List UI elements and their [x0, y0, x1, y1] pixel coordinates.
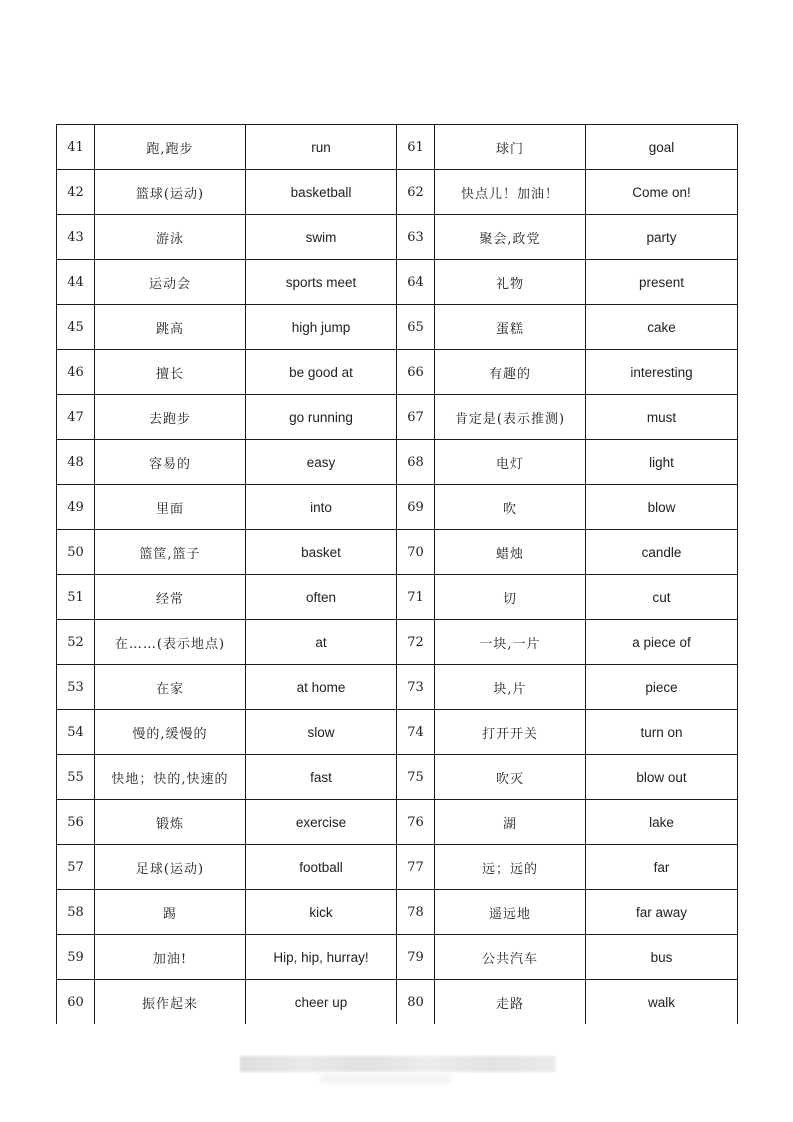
chinese-meaning-right: 快点儿！加油！ — [435, 170, 586, 215]
row-number-right: 74 — [397, 710, 435, 755]
chinese-meaning-right: 蜡烛 — [435, 530, 586, 575]
row-number-left: 55 — [57, 755, 95, 800]
row-number-left: 57 — [57, 845, 95, 890]
english-word-right: interesting — [586, 350, 738, 395]
chinese-meaning-right: 球门 — [435, 125, 586, 170]
chinese-meaning-left: 游泳 — [95, 215, 246, 260]
row-number-left: 60 — [57, 980, 95, 1025]
row-number-left: 58 — [57, 890, 95, 935]
chinese-meaning-right: 走路 — [435, 980, 586, 1025]
chinese-meaning-left: 容易的 — [95, 440, 246, 485]
chinese-meaning-right: 遥远地 — [435, 890, 586, 935]
row-number-left: 42 — [57, 170, 95, 215]
english-word-left: basket — [246, 530, 397, 575]
row-number-right: 78 — [397, 890, 435, 935]
row-number-right: 65 — [397, 305, 435, 350]
chinese-meaning-left: 跑,跑步 — [95, 125, 246, 170]
row-number-left: 41 — [57, 125, 95, 170]
chinese-meaning-right: 电灯 — [435, 440, 586, 485]
english-word-right: party — [586, 215, 738, 260]
english-word-left: exercise — [246, 800, 397, 845]
row-number-right: 68 — [397, 440, 435, 485]
chinese-meaning-left: 足球(运动) — [95, 845, 246, 890]
english-word-right: blow — [586, 485, 738, 530]
english-word-right: light — [586, 440, 738, 485]
row-number-right: 72 — [397, 620, 435, 665]
row-number-left: 52 — [57, 620, 95, 665]
row-number-right: 69 — [397, 485, 435, 530]
chinese-meaning-right: 肯定是(表示推测) — [435, 395, 586, 440]
english-word-right: turn on — [586, 710, 738, 755]
table-row — [57, 980, 738, 1025]
english-word-left: at — [246, 620, 397, 665]
english-word-right: present — [586, 260, 738, 305]
english-word-left: easy — [246, 440, 397, 485]
english-word-left: sports meet — [246, 260, 397, 305]
english-word-left: run — [246, 125, 397, 170]
english-word-left: swim — [246, 215, 397, 260]
chinese-meaning-right: 礼物 — [435, 260, 586, 305]
chinese-meaning-right: 有趣的 — [435, 350, 586, 395]
table-row — [57, 215, 738, 260]
english-word-left: Hip, hip, hurray! — [246, 935, 397, 980]
chinese-meaning-left: 慢的,缓慢的 — [95, 710, 246, 755]
english-word-left: slow — [246, 710, 397, 755]
row-number-left: 48 — [57, 440, 95, 485]
english-word-left: go running — [246, 395, 397, 440]
row-number-left: 59 — [57, 935, 95, 980]
chinese-meaning-right: 打开开关 — [435, 710, 586, 755]
english-word-left: into — [246, 485, 397, 530]
table-row — [57, 890, 738, 935]
row-number-right: 75 — [397, 755, 435, 800]
row-number-right: 76 — [397, 800, 435, 845]
row-number-left: 44 — [57, 260, 95, 305]
english-word-right: cake — [586, 305, 738, 350]
row-number-left: 45 — [57, 305, 95, 350]
chinese-meaning-left: 里面 — [95, 485, 246, 530]
row-number-right: 62 — [397, 170, 435, 215]
chinese-meaning-left: 篮筐,篮子 — [95, 530, 246, 575]
english-word-left: cheer up — [246, 980, 397, 1025]
chinese-meaning-right: 一块,一片 — [435, 620, 586, 665]
chinese-meaning-left: 擅长 — [95, 350, 246, 395]
english-word-left: at home — [246, 665, 397, 710]
chinese-meaning-right: 公共汽车 — [435, 935, 586, 980]
table-row — [57, 260, 738, 305]
table-row — [57, 440, 738, 485]
chinese-meaning-left: 运动会 — [95, 260, 246, 305]
english-word-right: far — [586, 845, 738, 890]
table-row — [57, 665, 738, 710]
row-number-left: 54 — [57, 710, 95, 755]
chinese-meaning-right: 湖 — [435, 800, 586, 845]
english-word-left: kick — [246, 890, 397, 935]
english-word-right: bus — [586, 935, 738, 980]
chinese-meaning-left: 在……(表示地点) — [95, 620, 246, 665]
chinese-meaning-right: 吹 — [435, 485, 586, 530]
table-row — [57, 755, 738, 800]
table-row — [57, 170, 738, 215]
row-number-right: 67 — [397, 395, 435, 440]
english-word-left: be good at — [246, 350, 397, 395]
vocabulary-table-body — [57, 125, 738, 1025]
english-word-left: high jump — [246, 305, 397, 350]
table-row — [57, 125, 738, 170]
chinese-meaning-right: 切 — [435, 575, 586, 620]
row-number-right: 79 — [397, 935, 435, 980]
chinese-meaning-left: 篮球(运动) — [95, 170, 246, 215]
english-word-left: fast — [246, 755, 397, 800]
chinese-meaning-left: 快地；快的,快速的 — [95, 755, 246, 800]
english-word-right: cut — [586, 575, 738, 620]
chinese-meaning-left: 在家 — [95, 665, 246, 710]
english-word-right: far away — [586, 890, 738, 935]
blurred-footer-watermark-secondary — [320, 1074, 450, 1084]
chinese-meaning-right: 远；远的 — [435, 845, 586, 890]
chinese-meaning-left: 踢 — [95, 890, 246, 935]
english-word-right: a piece of — [586, 620, 738, 665]
table-row — [57, 395, 738, 440]
row-number-left: 50 — [57, 530, 95, 575]
chinese-meaning-right: 吹灭 — [435, 755, 586, 800]
english-word-right: walk — [586, 980, 738, 1025]
table-row — [57, 575, 738, 620]
row-number-right: 64 — [397, 260, 435, 305]
table-row — [57, 800, 738, 845]
table-row — [57, 620, 738, 665]
english-word-right: candle — [586, 530, 738, 575]
row-number-left: 43 — [57, 215, 95, 260]
english-word-right: must — [586, 395, 738, 440]
english-word-right: piece — [586, 665, 738, 710]
table-row — [57, 530, 738, 575]
chinese-meaning-right: 聚会,政党 — [435, 215, 586, 260]
row-number-right: 61 — [397, 125, 435, 170]
row-number-right: 80 — [397, 980, 435, 1025]
row-number-right: 70 — [397, 530, 435, 575]
chinese-meaning-right: 块,片 — [435, 665, 586, 710]
chinese-meaning-left: 经常 — [95, 575, 246, 620]
table-row — [57, 710, 738, 755]
table-row — [57, 845, 738, 890]
english-word-right: lake — [586, 800, 738, 845]
table-row — [57, 935, 738, 980]
row-number-right: 66 — [397, 350, 435, 395]
table-row — [57, 485, 738, 530]
chinese-meaning-left: 加油! — [95, 935, 246, 980]
row-number-right: 63 — [397, 215, 435, 260]
row-number-left: 46 — [57, 350, 95, 395]
row-number-right: 77 — [397, 845, 435, 890]
english-word-right: Come on! — [586, 170, 738, 215]
chinese-meaning-right: 蛋糕 — [435, 305, 586, 350]
table-row — [57, 350, 738, 395]
row-number-left: 47 — [57, 395, 95, 440]
blurred-footer-watermark — [240, 1056, 556, 1072]
table-row — [57, 305, 738, 350]
row-number-left: 53 — [57, 665, 95, 710]
row-number-right: 71 — [397, 575, 435, 620]
chinese-meaning-left: 去跑步 — [95, 395, 246, 440]
chinese-meaning-left: 锻炼 — [95, 800, 246, 845]
english-word-right: goal — [586, 125, 738, 170]
row-number-right: 73 — [397, 665, 435, 710]
vocabulary-table — [56, 124, 738, 1024]
row-number-left: 49 — [57, 485, 95, 530]
chinese-meaning-left: 振作起来 — [95, 980, 246, 1025]
english-word-left: often — [246, 575, 397, 620]
english-word-left: football — [246, 845, 397, 890]
english-word-right: blow out — [586, 755, 738, 800]
row-number-left: 56 — [57, 800, 95, 845]
english-word-left: basketball — [246, 170, 397, 215]
row-number-left: 51 — [57, 575, 95, 620]
chinese-meaning-left: 跳高 — [95, 305, 246, 350]
